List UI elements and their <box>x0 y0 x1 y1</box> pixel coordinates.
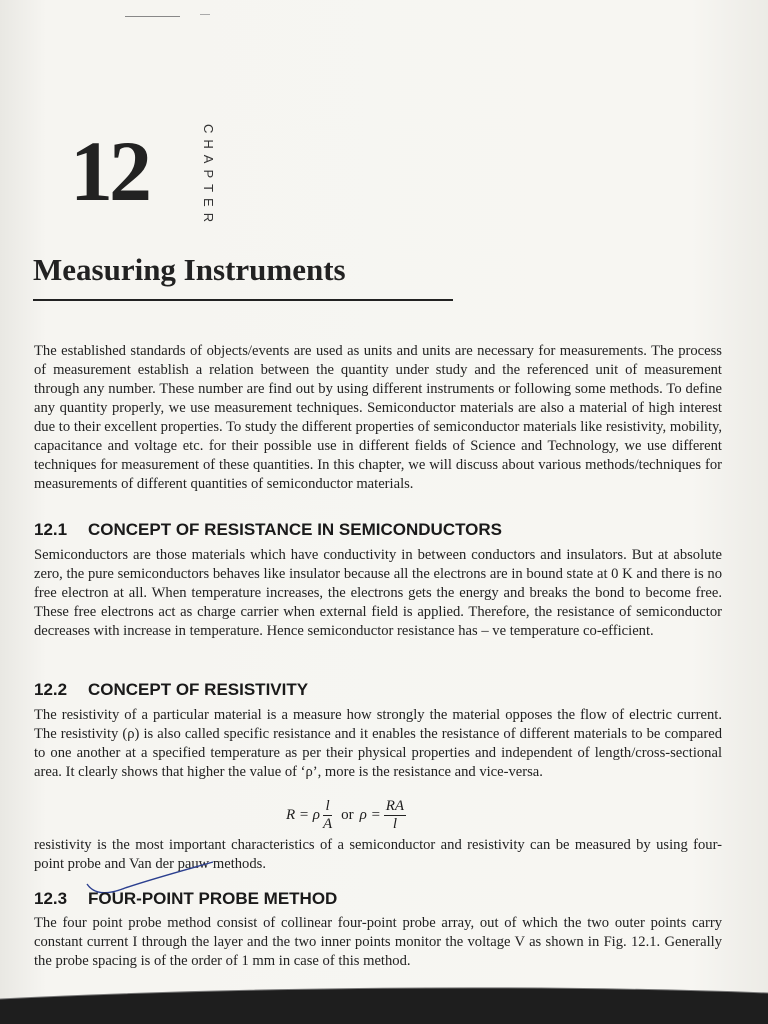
fraction-denominator: l <box>392 816 397 832</box>
fraction-l-over-a <box>323 798 332 833</box>
formula-rhs: ρ = <box>359 806 381 823</box>
fraction-ra-over-l <box>384 798 406 833</box>
fraction-numerator: RA <box>385 798 405 814</box>
formula-lhs: R = ρ <box>286 806 320 823</box>
top-rule-mark <box>200 14 210 15</box>
section-body-12-2: The resistivity of a particular material is a measure how strongly the material opposes the flow of electric current. The resistivity (ρ) is also called specific resistance and it enables the resistance of different materials to be compared to one another at a specified temperature as per their physical properties and independent of length/cross-sectional area. It clearly shows that higher the value of ‘ρ’, more is the resistance and vice-versa. <box>34 707 722 780</box>
chapter-label: CHAPTER <box>201 124 216 229</box>
section-number: 12.3 <box>34 889 68 908</box>
section-heading-12-2 <box>34 680 308 700</box>
chapter-title: Measuring Instruments <box>33 252 346 287</box>
fraction-numerator: l <box>323 798 332 816</box>
section-title: CONCEPT OF RESISTIVITY <box>88 680 309 699</box>
title-underline <box>33 299 453 301</box>
section-body-12-1: Semiconductors are those materials which have conductivity in between conductors and insulators. But at absolute zero, the pure semiconductors behaves like insulator because all the electrons are in bound state at 0 K and there is no free electron at all. When temperature increases, the electrons gets the energy and breaks the bond to become free. These free electrons act as charge carrier when external field is applied. Therefore, the resistance of semiconductor decreases with increase in temperature. Hence semiconductor resistance has – ve temperature co-efficient. <box>34 547 722 639</box>
section-body-12-3: The four point probe method consist of collinear four-point probe array, out of which the two outer points carry constant current I through the layer and the two inner points monitor the voltage V as shown in Fig. 12.1. Generally the probe spacing is of the order of 1 mm in case of this method. <box>34 915 722 969</box>
intro-paragraph: The established standards of objects/events are used as units and units are necessary for measurements. The process of measurement establish a relation between the quantity under study and the referenced unit of measurement through any number. These number are find out by using different instruments or following some methods. To define any quantity properly, we use measurement techniques. Semiconductor materials are also a material of high interest due to their excellent properties. To study the different properties of semiconductor materials like resistivity, mobility, capacitance and voltage etc. for their possible use in different fields of Science and Technology, we use different techniques for measurement of these quantities. In this chapter, we will discuss about various methods/techniques for measurements of different quantities of semiconductor materials. <box>34 343 722 492</box>
section-number: 12.2 <box>34 680 68 699</box>
section-number: 12.1 <box>34 520 68 539</box>
section-title: CONCEPT OF RESISTANCE IN SEMICONDUCTORS <box>88 520 503 539</box>
formula-or: or <box>341 806 354 823</box>
section-heading-12-1 <box>34 520 502 540</box>
section-after-12-2: resistivity is the most important characteristics of a semiconductor and resistivity can be measured by using four-point probe and Van der pauw methods. <box>34 837 722 872</box>
section-title: FOUR-POINT PROBE METHOD <box>88 889 338 908</box>
chapter-number: 12 <box>70 123 148 219</box>
section-heading-12-3 <box>34 889 337 909</box>
page-curl <box>0 975 768 1024</box>
top-rule <box>125 16 180 17</box>
fraction-denominator: A <box>322 816 333 832</box>
resistivity-formula <box>286 798 409 833</box>
